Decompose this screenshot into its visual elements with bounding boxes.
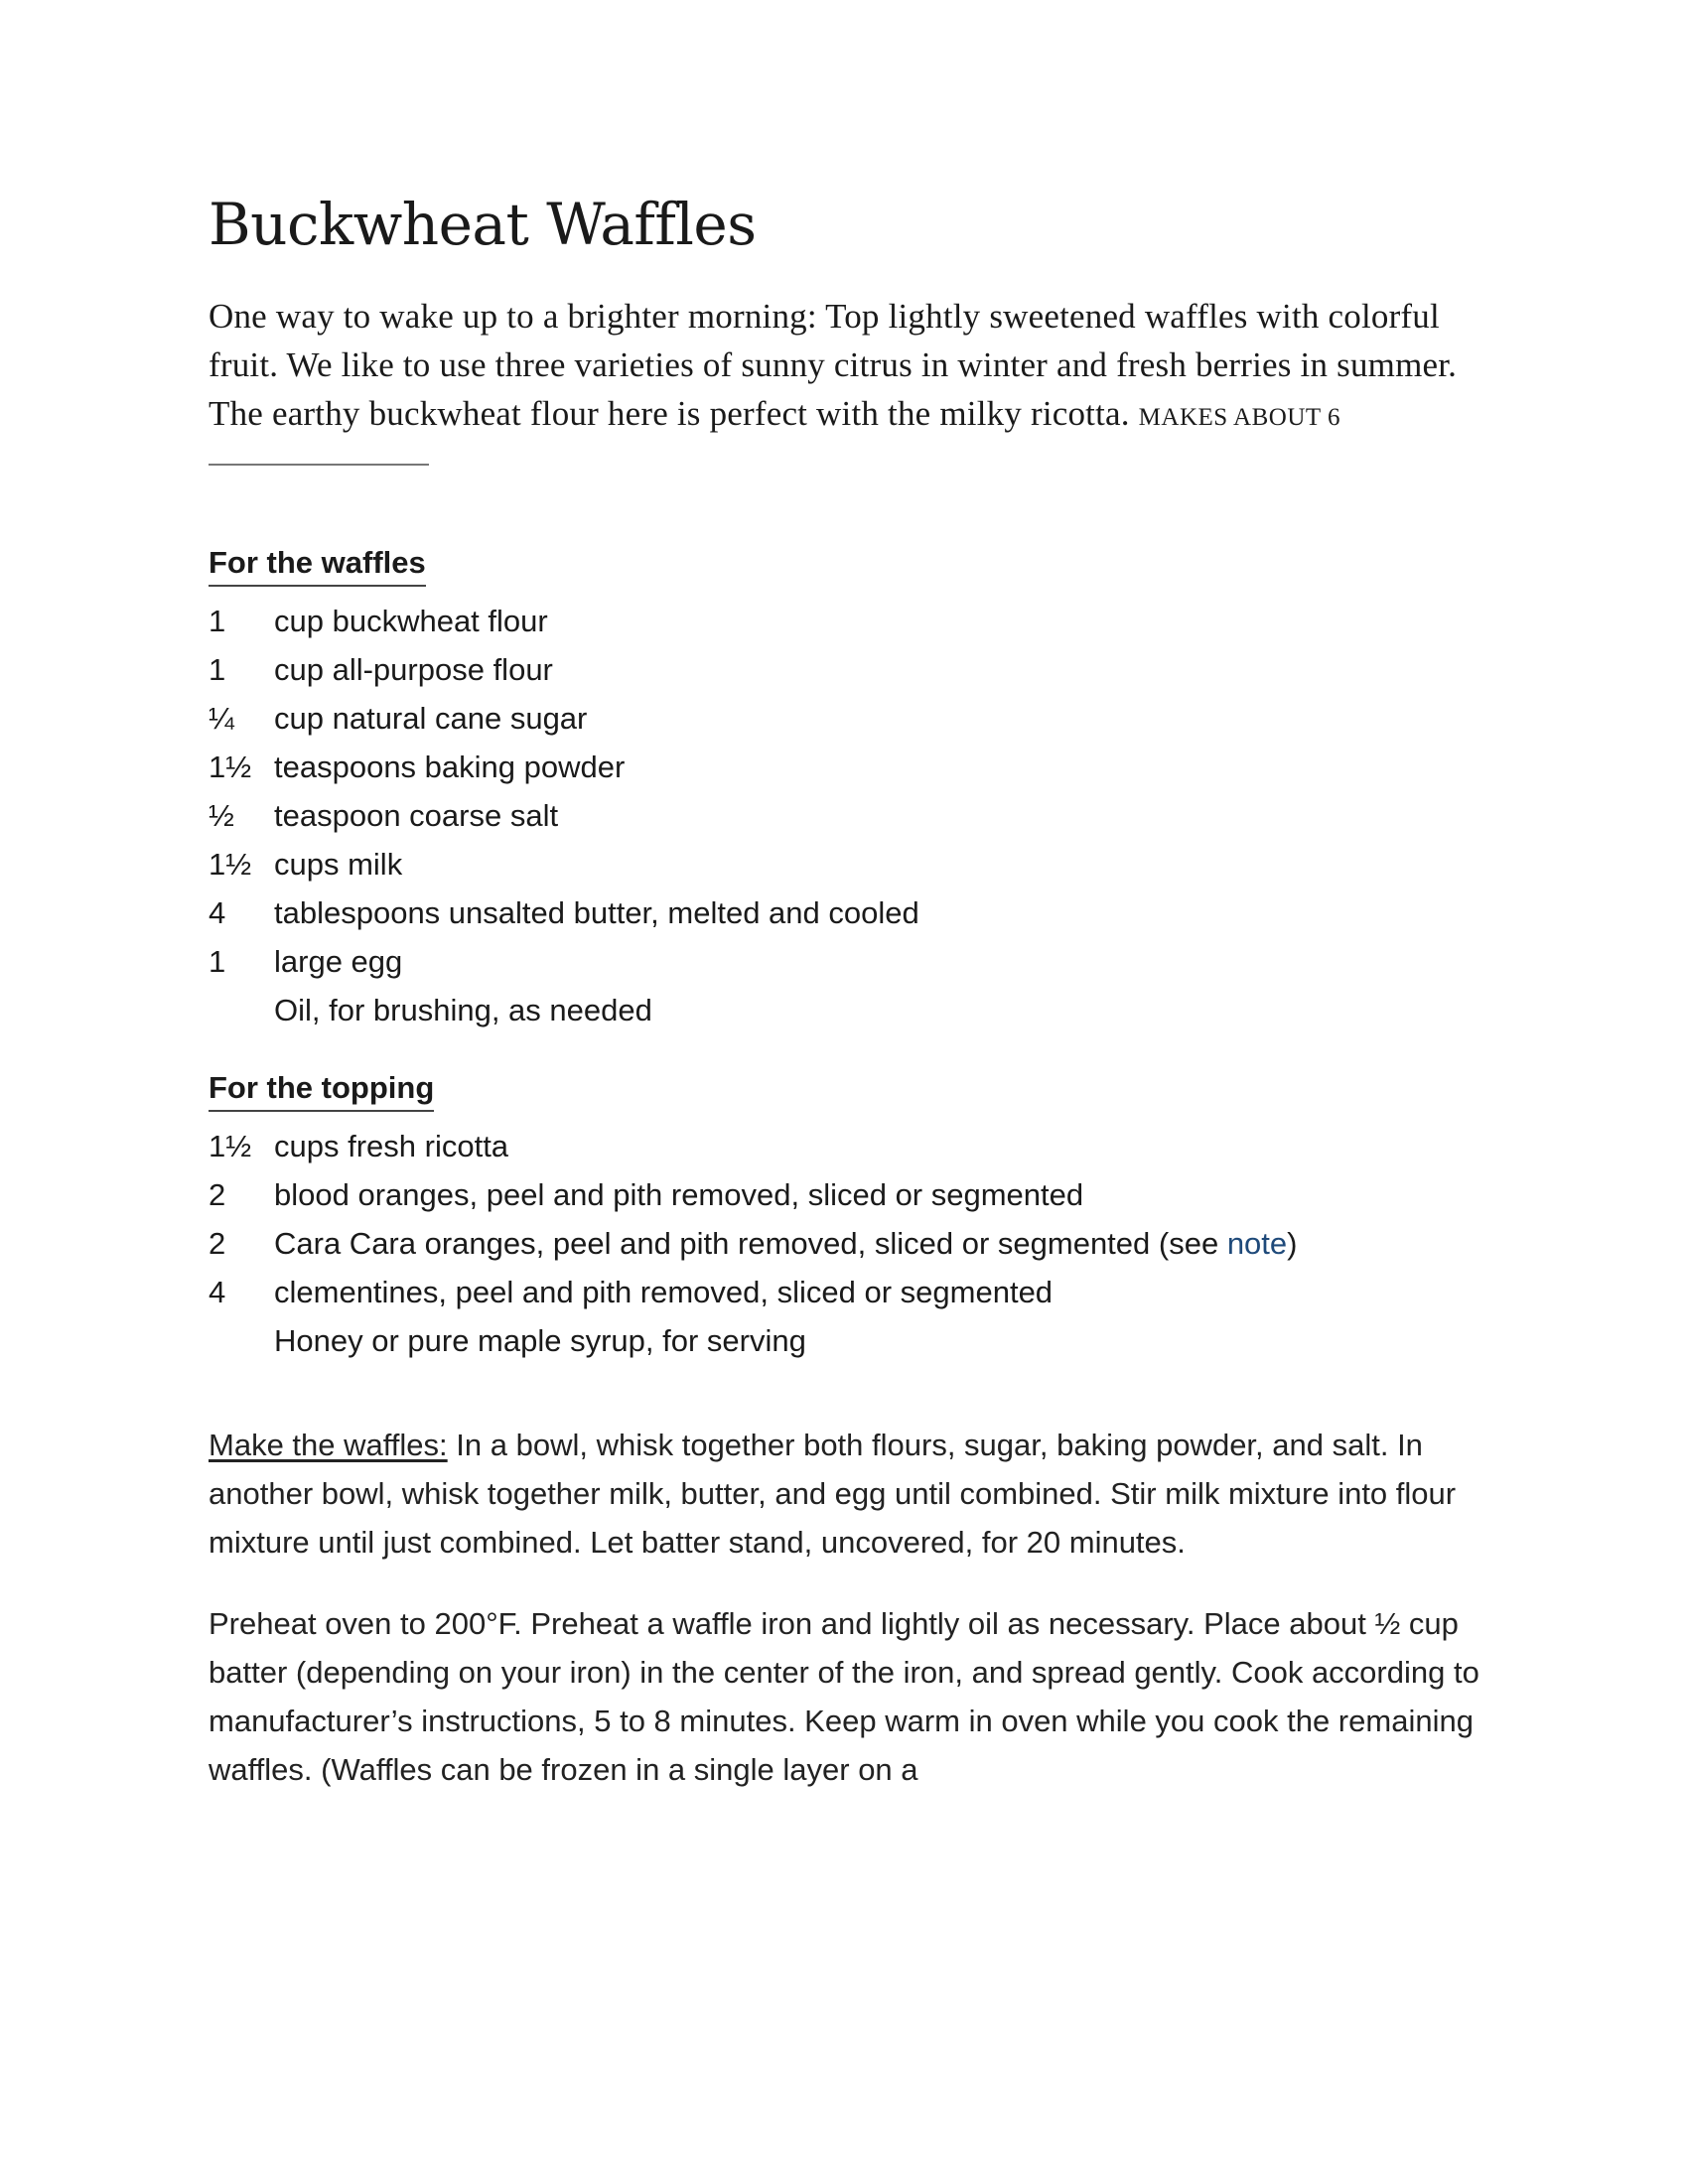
- recipe-intro: [209, 292, 1489, 442]
- ingredient-desc: cups milk: [274, 847, 403, 882]
- ingredient-desc: cup natural cane sugar: [274, 701, 588, 736]
- ingredient-item: [209, 1268, 1499, 1316]
- ingredient-desc: tablespoons unsalted butter, melted and cooled: [274, 895, 919, 930]
- ingredient-desc: blood oranges, peel and pith removed, sliced or segmented: [274, 1177, 1084, 1212]
- ingredient-qty: 1: [209, 652, 226, 687]
- ingredient-item: [209, 597, 1499, 645]
- ingredient-item: [209, 1219, 1499, 1268]
- method-step-2: [209, 1599, 1489, 1794]
- ingredient-desc-text: Cara Cara oranges, peel and pith removed, sliced or segmented (see: [274, 1226, 1227, 1261]
- ingredient-item: [209, 937, 1499, 986]
- step-label: Make the waffles:: [209, 1428, 448, 1462]
- recipe-page: [209, 189, 1499, 1794]
- ingredient-qty: 4: [209, 895, 226, 930]
- waffles-heading: For the waffles: [209, 543, 426, 587]
- ingredient-qty: ¼: [209, 701, 234, 736]
- ingredient-item: [209, 743, 1499, 791]
- topping-heading: For the topping: [209, 1068, 434, 1112]
- ingredient-qty: 4: [209, 1275, 226, 1309]
- ingredient-qty: 2: [209, 1226, 226, 1261]
- topping-ingredient-list: [209, 1122, 1499, 1365]
- ingredient-qty: 1: [209, 944, 226, 979]
- ingredient-qty: 2: [209, 1177, 226, 1212]
- ingredient-desc: teaspoons baking powder: [274, 750, 626, 784]
- ingredient-desc: cup all-purpose flour: [274, 652, 553, 687]
- ingredient-desc: cup buckwheat flour: [274, 604, 548, 638]
- ingredient-qty: 1½: [209, 750, 252, 784]
- recipe-yield: MAKES ABOUT 6: [1138, 404, 1340, 431]
- ingredient-desc: Oil, for brushing, as needed: [274, 993, 652, 1027]
- method-section: [209, 1421, 1489, 1794]
- ingredient-desc: [274, 1219, 1297, 1268]
- ingredient-item: [209, 986, 1499, 1034]
- note-link[interactable]: note: [1226, 1226, 1288, 1261]
- ingredient-item: [209, 888, 1499, 937]
- intro-text: One way to wake up to a brighter morning: Top lightly sweetened waffles with colorful fruit. We like to use three varieties of sunny citrus in winter and fresh berries in summer. The earthy buckwheat flour here is perfect with the milky ricotta.: [209, 297, 1458, 433]
- ingredient-desc: large egg: [274, 944, 403, 979]
- recipe-title: Buckwheat Waffles: [209, 191, 757, 258]
- ingredient-item: [209, 1122, 1499, 1170]
- ingredient-desc: clementines, peel and pith removed, sliced or segmented: [274, 1275, 1054, 1309]
- divider: [209, 464, 429, 466]
- ingredient-desc: Honey or pure maple syrup, for serving: [274, 1323, 806, 1358]
- ingredient-qty: 1: [209, 604, 226, 638]
- step-text: In a bowl, whisk together both flours, sugar, baking powder, and salt. In another bowl, whisk together milk, butter, and egg until combined. Stir milk mixture into flour mixture until just combined. Let batter stand, uncovered, for 20 minutes.: [209, 1428, 1457, 1560]
- ingredient-desc-suffix: ): [1287, 1226, 1298, 1261]
- waffles-ingredient-list: [209, 597, 1499, 1034]
- ingredient-qty: ½: [209, 798, 234, 833]
- step-text: Preheat oven to 200°F. Preheat a waffle iron and lightly oil as necessary. Place about ½ cup batter (depending on your iron) in the center of the iron, and spread gently. Cook according to manufacturer’s instructions, 5 to 8 minutes. Keep warm in oven while you cook the remaining waffles. (Waffles can be frozen in a single layer on a: [209, 1606, 1479, 1787]
- ingredient-desc: cups fresh ricotta: [274, 1129, 509, 1163]
- ingredient-qty: 1½: [209, 1129, 252, 1163]
- ingredient-item: [209, 694, 1499, 743]
- ingredient-item: [209, 1170, 1499, 1219]
- method-step-1: [209, 1421, 1489, 1567]
- ingredient-desc: teaspoon coarse salt: [274, 798, 559, 833]
- ingredient-item: [209, 645, 1499, 694]
- ingredient-qty: [209, 1316, 274, 1365]
- ingredient-qty: 1½: [209, 847, 252, 882]
- ingredient-item: [209, 840, 1499, 888]
- ingredient-item: [209, 1316, 1499, 1365]
- ingredient-item: [209, 791, 1499, 840]
- ingredient-qty: [209, 986, 274, 1034]
